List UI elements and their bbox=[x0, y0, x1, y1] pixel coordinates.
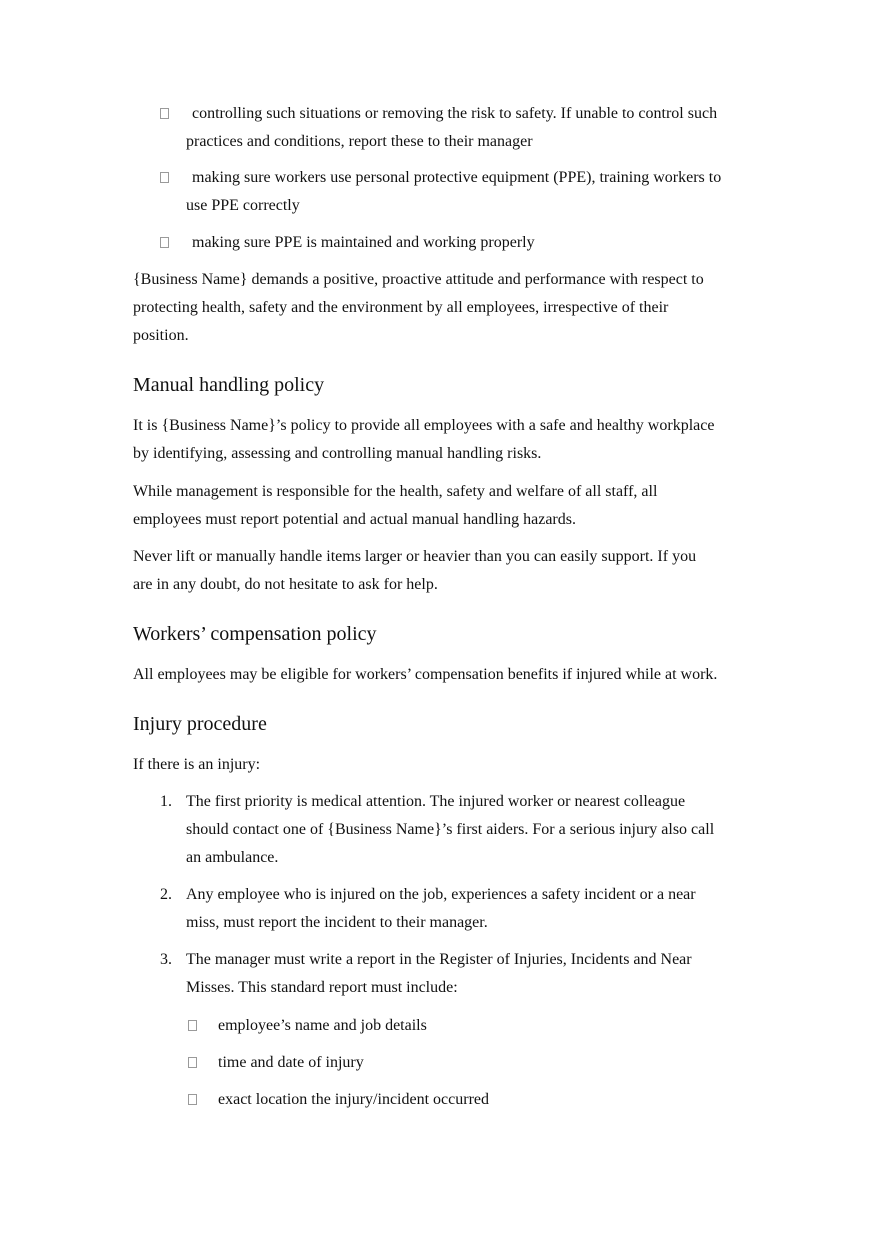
manual-handling-paragraph-line: Never lift or manually handle items larger or heavier than you can easily support. If you bbox=[133, 548, 697, 565]
injury-intro: If there is an injury: bbox=[133, 756, 261, 773]
section-heading-workers-compensation: Workers’ compensation policy bbox=[133, 623, 377, 645]
bullet-text-continued: use PPE correctly bbox=[186, 197, 300, 214]
step-text-continued: miss, must report the incident to their manager. bbox=[186, 914, 488, 931]
attitude-paragraph-line: {Business Name} demands a positive, proactive attitude and performance with respect to bbox=[133, 271, 704, 288]
report-item: time and date of injury bbox=[218, 1054, 364, 1071]
manual-handling-paragraph-line: employees must report potential and actual manual handling hazards. bbox=[133, 511, 576, 528]
report-item: exact location the injury/incident occurred bbox=[218, 1091, 489, 1108]
attitude-paragraph-line: position. bbox=[133, 327, 189, 344]
step-text: Any employee who is injured on the job, experiences a safety incident or a near bbox=[186, 886, 696, 903]
bullet-box-icon bbox=[188, 1012, 202, 1040]
section-heading-manual-handling: Manual handling policy bbox=[133, 374, 325, 396]
step-text: The manager must write a report in the Register of Injuries, Incidents and Near bbox=[186, 951, 692, 968]
manual-handling-paragraph-line: are in any doubt, do not hesitate to ask for help. bbox=[133, 576, 438, 593]
bullet-text-continued: practices and conditions, report these to their manager bbox=[186, 133, 533, 150]
step-number: 1. bbox=[160, 793, 172, 810]
section-heading-injury-procedure: Injury procedure bbox=[133, 713, 267, 735]
step-number: 3. bbox=[160, 951, 172, 968]
step-text-continued: Misses. This standard report must include: bbox=[186, 979, 458, 996]
bullet-text: making sure workers use personal protective equipment (PPE), training workers to bbox=[192, 169, 722, 186]
step-text-continued: an ambulance. bbox=[186, 849, 279, 866]
attitude-paragraph-line: protecting health, safety and the environment by all employees, irrespective of their bbox=[133, 299, 669, 316]
step-text: The first priority is medical attention. The injured worker or nearest colleague bbox=[186, 793, 686, 810]
bullet-box-icon bbox=[188, 1086, 202, 1114]
bullet-box-icon bbox=[188, 1049, 202, 1077]
step-number: 2. bbox=[160, 886, 172, 903]
manual-handling-paragraph-line: by identifying, assessing and controlling manual handling risks. bbox=[133, 445, 542, 462]
bullet-box-icon bbox=[160, 100, 174, 128]
bullet-text: controlling such situations or removing the risk to safety. If unable to control such bbox=[192, 105, 718, 122]
step-text-continued: should contact one of {Business Name}’s first aiders. For a serious injury also call bbox=[186, 821, 715, 838]
bullet-text: making sure PPE is maintained and working properly bbox=[192, 234, 535, 251]
bullet-box-icon bbox=[160, 229, 174, 257]
bullet-box-icon bbox=[160, 164, 174, 192]
workers-comp-paragraph: All employees may be eligible for workers’ compensation benefits if injured while at work. bbox=[133, 666, 718, 683]
report-item: employee’s name and job details bbox=[218, 1017, 427, 1034]
manual-handling-paragraph-line: While management is responsible for the health, safety and welfare of all staff, all bbox=[133, 483, 658, 500]
manual-handling-paragraph-line: It is {Business Name}’s policy to provide all employees with a safe and healthy workplace bbox=[133, 417, 715, 434]
